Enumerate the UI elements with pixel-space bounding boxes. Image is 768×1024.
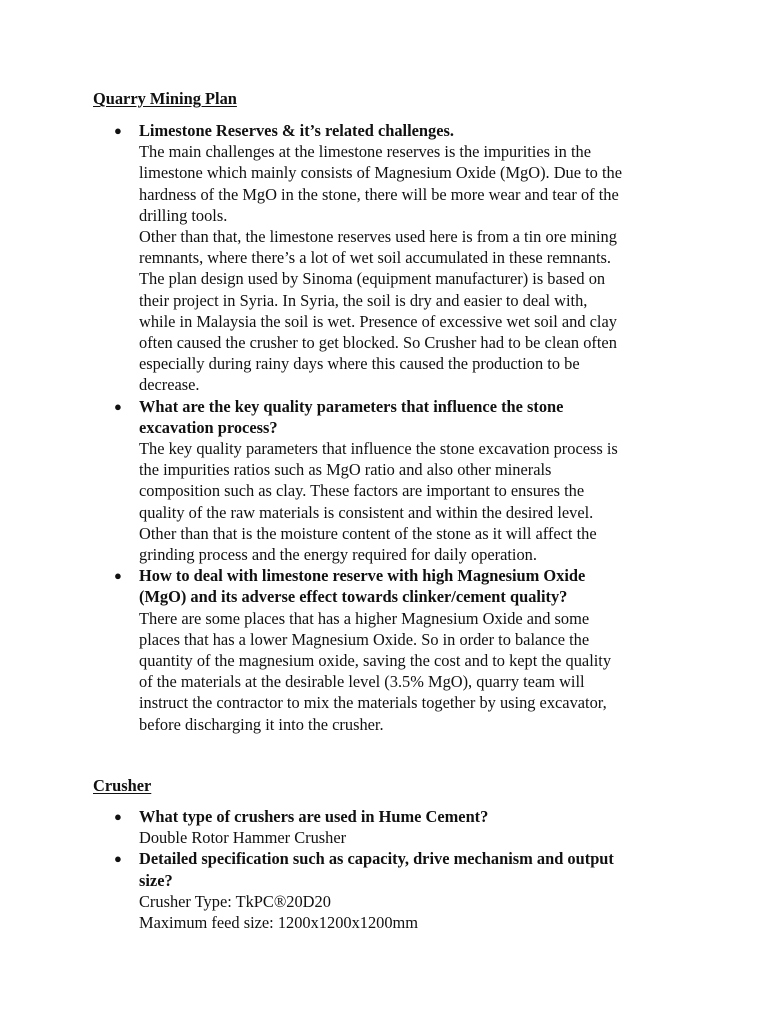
bullet-icon: ●	[114, 851, 122, 867]
question-line: size?	[139, 870, 173, 890]
answer-line: the impurities ratios such as MgO ratio and also other minerals	[139, 460, 552, 480]
answer-line: Maximum feed size: 1200x1200x1200mm	[139, 913, 419, 933]
question-text	[139, 806, 679, 827]
answer-line: decrease.	[139, 375, 200, 395]
list-item	[0, 396, 679, 566]
question-text	[139, 396, 679, 438]
quarry-mining-plan-heading: Quarry Mining Plan	[93, 89, 237, 108]
question-text	[139, 565, 679, 607]
crusher-question-list	[0, 806, 768, 933]
answer-text	[139, 438, 679, 565]
question-line: What are the key quality parameters that influence the stone	[139, 396, 564, 416]
bullet-icon: ●	[114, 568, 122, 584]
bullet-icon: ●	[114, 123, 122, 138]
answer-line: places that has a lower Magnesium Oxide. So in order to balance the	[139, 629, 590, 649]
answer-line: Crusher Type: TkPC®20D20	[139, 891, 331, 911]
list-item	[0, 848, 679, 933]
answer-line: instruct the contractor to mix the materials together by using excavator,	[139, 693, 607, 713]
answer-line: remnants, where there’s a lot of wet soil accumulated in these remnants.	[139, 248, 611, 268]
answer-line: drilling tools.	[139, 205, 228, 225]
answer-line: before discharging it into the crusher.	[139, 714, 384, 734]
answer-text	[139, 141, 679, 395]
question-line: (MgO) and its adverse effect towards clinker/cement quality?	[139, 587, 568, 607]
crusher-heading: Crusher	[93, 776, 152, 795]
answer-text	[139, 608, 679, 735]
answer-line: grinding process and the energy required for daily operation.	[139, 545, 537, 565]
question-text	[139, 120, 679, 141]
question-text	[139, 848, 679, 890]
answer-line: hardness of the MgO in the stone, there will be more wear and tear of the	[139, 184, 619, 204]
question-line: What type of crushers are used in Hume Cement?	[139, 807, 489, 826]
answer-line: There are some places that has a higher Magnesium Oxide and some	[139, 608, 590, 628]
list-item	[0, 565, 679, 735]
list-item	[0, 120, 679, 396]
answer-line: The plan design used by Sinoma (equipment manufacturer) is based on	[139, 269, 606, 289]
list-item	[0, 806, 679, 848]
quarry-question-list	[0, 120, 768, 735]
question-line: Detailed specification such as capacity, drive mechanism and output	[139, 849, 614, 869]
answer-line: composition such as clay. These factors are important to ensures the	[139, 481, 585, 501]
answer-line: especially during rainy days where this caused the production to be	[139, 354, 580, 374]
answer-line: quantity of the magnesium oxide, saving the cost and to kept the quality	[139, 651, 612, 671]
answer-line: while in Malaysia the soil is wet. Presence of excessive wet soil and clay	[139, 311, 617, 331]
question-line: excavation process?	[139, 417, 278, 437]
bullet-icon: ●	[114, 398, 122, 414]
answer-line: quality of the raw materials is consistent and within the desired level.	[139, 502, 594, 522]
answer-line: Other than that is the moisture content of the stone as it will affect the	[139, 523, 597, 543]
question-line: How to deal with limestone reserve with high Magnesium Oxide	[139, 566, 586, 586]
answer-line: limestone which mainly consists of Magnesium Oxide (MgO). Due to the	[139, 163, 622, 183]
answer-line: The key quality parameters that influence the stone excavation process is	[139, 439, 618, 459]
answer-line: their project in Syria. In Syria, the soil is dry and easier to deal with,	[139, 290, 588, 310]
answer-line: Double Rotor Hammer Crusher	[139, 828, 347, 848]
answer-line: of the materials at the desirable level (3.5% MgO), quarry team will	[139, 672, 585, 692]
answer-line: The main challenges at the limestone reserves is the impurities in the	[139, 142, 591, 162]
answer-text	[139, 891, 679, 933]
answer-line: often caused the crusher to get blocked. So Crusher had to be clean often	[139, 333, 617, 353]
answer-text	[139, 827, 679, 848]
answer-line: Other than that, the limestone reserves used here is from a tin ore mining	[139, 227, 617, 247]
bullet-icon: ●	[114, 809, 122, 824]
question-line: Limestone Reserves & it’s related challenges.	[139, 121, 454, 140]
